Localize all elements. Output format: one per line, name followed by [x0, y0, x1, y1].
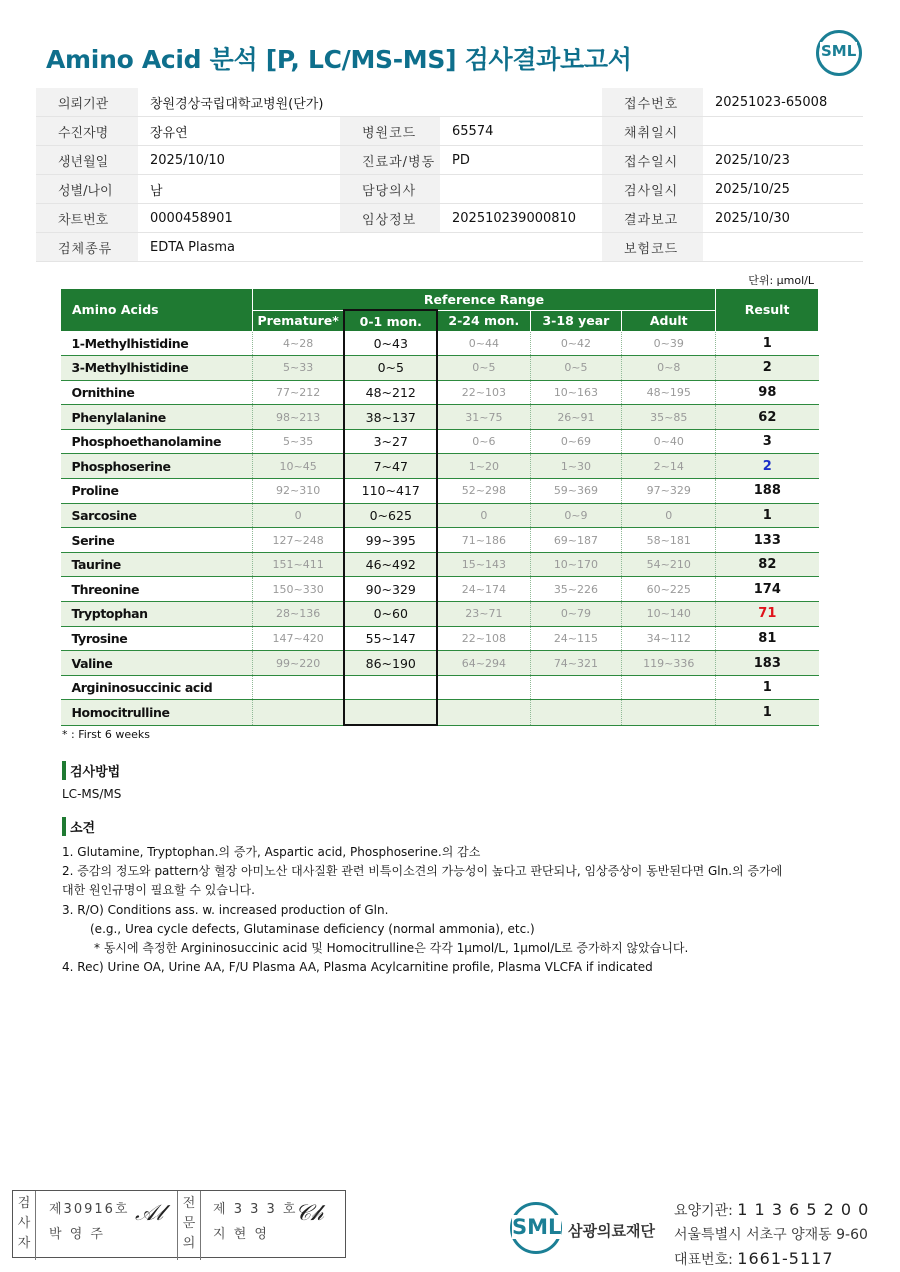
sml-logo: [816, 30, 862, 76]
reference-range-cell: 0~9: [530, 503, 622, 528]
doctor-label: [177, 1191, 201, 1260]
result-value: 71: [716, 602, 819, 627]
address: 서울특별시 서초구 양재동 9-60: [674, 1227, 868, 1243]
reference-range-cell: [622, 700, 716, 725]
reference-range-cell: 7~47: [344, 454, 437, 479]
reference-range-cell: 0: [437, 503, 530, 528]
amino-acid-name: 3-Methylhistidine: [61, 356, 253, 381]
reference-range-cell: 0~625: [344, 503, 437, 528]
info-row: [36, 88, 863, 117]
reference-range-cell: [530, 700, 622, 725]
reference-range-cell: 58~181: [622, 528, 716, 553]
reference-range-cell: 86~190: [344, 651, 437, 676]
tester-label: [13, 1191, 36, 1260]
reference-range-cell: 0~60: [344, 602, 437, 627]
table-row: [61, 503, 819, 528]
table-row: [61, 528, 819, 553]
table-row: [61, 626, 819, 651]
reference-range-cell: 23~71: [437, 602, 530, 627]
doctor-license: 제 3 3 3 호: [213, 1202, 298, 1217]
info-label: 채취일시: [602, 117, 703, 146]
code-label: 요양기관:: [674, 1203, 733, 1219]
info-label: 병원코드: [340, 117, 440, 146]
reference-range-cell: [622, 675, 716, 700]
result-value: 2: [716, 356, 819, 381]
doctor-signature: 𝒞𝒽: [295, 1201, 324, 1226]
table-row: [61, 675, 819, 700]
info-row: [36, 204, 863, 233]
reference-range-cell: 48~195: [622, 380, 716, 405]
table-row: [61, 700, 819, 725]
reference-range-cell: 0~5: [530, 356, 622, 381]
reference-range-cell: 31~75: [437, 405, 530, 430]
reference-range-cell: 0~40: [622, 429, 716, 454]
col-result: Result: [716, 289, 819, 332]
table-row: [61, 405, 819, 430]
reference-range-cell: 24~115: [530, 626, 622, 651]
result-value: 3: [716, 429, 819, 454]
col-3-18-year: 3-18 year: [530, 310, 622, 331]
reference-range-cell: 52~298: [437, 479, 530, 504]
reference-range-cell: 0: [622, 503, 716, 528]
info-row: [36, 233, 863, 262]
reference-range-cell: [252, 675, 344, 700]
reference-range-cell: 59~369: [530, 479, 622, 504]
col-adult: Adult: [622, 310, 716, 331]
finding-line: 1. Glutamine, Tryptophan.의 증가, Aspartic acid, Phosphoserine.의 감소: [62, 845, 481, 859]
findings-text: [62, 843, 822, 977]
finding-line: * 동시에 측정한 Argininosuccinic acid 및 Homocitrulline은 각각 1μmol/L, 1μmol/L로 증가하지 않았습니다.: [94, 941, 689, 956]
reference-range-cell: 35~85: [622, 405, 716, 430]
info-label: 접수번호: [602, 88, 703, 117]
reference-range-cell: 2~14: [622, 454, 716, 479]
tester-info: [49, 1197, 129, 1247]
col-reference-range: Reference Range: [252, 289, 715, 311]
reference-range-cell: 71~186: [437, 528, 530, 553]
amino-acid-name: Sarcosine: [61, 503, 253, 528]
findings-heading: 소견: [62, 817, 95, 836]
reference-range-cell: 22~103: [437, 380, 530, 405]
info-value: PD: [440, 146, 602, 175]
reference-range-cell: 69~187: [530, 528, 622, 553]
reference-range-cell: 46~492: [344, 552, 437, 577]
reference-range-cell: [530, 675, 622, 700]
result-value: 1: [716, 331, 819, 356]
phone-number: 1661-5117: [737, 1249, 834, 1268]
result-value: 1: [716, 700, 819, 725]
col-0-1-mon: 0-1 mon.: [344, 310, 437, 331]
info-value: EDTA Plasma: [138, 233, 602, 262]
amino-acid-name: 1-Methylhistidine: [61, 331, 253, 356]
doctor-name: 지 현 영: [213, 1227, 269, 1242]
reference-range-cell: 99~395: [344, 528, 437, 553]
reference-range-cell: 1~20: [437, 454, 530, 479]
reference-range-cell: 0~79: [530, 602, 622, 627]
table-row: [61, 552, 819, 577]
info-label: 보험코드: [602, 233, 703, 262]
reference-range-cell: [344, 675, 437, 700]
reference-range-cell: 92~310: [252, 479, 344, 504]
info-value: 장유연: [138, 117, 340, 146]
reference-range-cell: 1~30: [530, 454, 622, 479]
table-row: [61, 380, 819, 405]
info-value: 2025/10/23: [703, 146, 863, 175]
amino-acid-results-table: [60, 288, 819, 726]
info-label: 접수일시: [602, 146, 703, 175]
finding-line: (e.g., Urea cycle defects, Glutaminase deficiency (normal ammonia), etc.): [90, 921, 535, 936]
reference-range-cell: 60~225: [622, 577, 716, 602]
reference-range-cell: 34~112: [622, 626, 716, 651]
reference-range-cell: 0~8: [622, 356, 716, 381]
result-value: 1: [716, 503, 819, 528]
result-value: 133: [716, 528, 819, 553]
unit-label: 단위: μmol/L: [748, 274, 814, 287]
reference-range-cell: 48~212: [344, 380, 437, 405]
reference-range-cell: 0~6: [437, 429, 530, 454]
reference-range-cell: 0~69: [530, 429, 622, 454]
doctor-info: [213, 1197, 297, 1247]
reference-range-cell: 98~213: [252, 405, 344, 430]
info-label: 수진자명: [36, 117, 138, 146]
info-value: 남: [138, 175, 340, 204]
reference-range-cell: 99~220: [252, 651, 344, 676]
result-value: 188: [716, 479, 819, 504]
result-value: 81: [716, 626, 819, 651]
info-value: [703, 233, 863, 262]
reference-range-cell: [437, 675, 530, 700]
reference-range-cell: 127~248: [252, 528, 344, 553]
reference-range-cell: 10~45: [252, 454, 344, 479]
reference-range-cell: 35~226: [530, 577, 622, 602]
amino-acid-name: Tryptophan: [61, 602, 253, 627]
info-label: 검체종류: [36, 233, 138, 262]
method-heading: 검사방법: [62, 761, 120, 780]
info-row: [36, 117, 863, 146]
reference-range-cell: 5~35: [252, 429, 344, 454]
logo-text: SML: [821, 42, 857, 60]
table-row: [61, 331, 819, 356]
info-label: 차트번호: [36, 204, 138, 233]
reference-range-cell: 0~39: [622, 331, 716, 356]
reference-range-cell: 119~336: [622, 651, 716, 676]
col-amino-acids: Amino Acids: [61, 289, 253, 332]
method-text: LC-MS/MS: [62, 787, 122, 801]
footer-org-name: 삼광의료재단: [568, 1222, 655, 1240]
result-value: 82: [716, 552, 819, 577]
reference-range-cell: 0~42: [530, 331, 622, 356]
reference-range-cell: 74~321: [530, 651, 622, 676]
col-premature: Premature*: [252, 310, 344, 331]
info-value: 2025/10/25: [703, 175, 863, 204]
reference-range-cell: 26~91: [530, 405, 622, 430]
reference-range-cell: 22~108: [437, 626, 530, 651]
amino-acid-name: Phosphoethanolamine: [61, 429, 253, 454]
patient-info-table: [36, 88, 863, 262]
info-label: 의뢰기관: [36, 88, 138, 117]
info-value: 창원경상국립대학교병원(단가): [138, 88, 602, 117]
footer-contact: [674, 1198, 869, 1272]
reference-range-cell: 28~136: [252, 602, 344, 627]
amino-acid-name: Serine: [61, 528, 253, 553]
amino-acid-name: Proline: [61, 479, 253, 504]
phone-label: 대표번호:: [674, 1252, 733, 1268]
reference-range-cell: 3~27: [344, 429, 437, 454]
reference-range-cell: 151~411: [252, 552, 344, 577]
result-value: 183: [716, 651, 819, 676]
reference-range-cell: 24~174: [437, 577, 530, 602]
col-2-24-mon: 2-24 mon.: [437, 310, 530, 331]
amino-acid-name: Tyrosine: [61, 626, 253, 651]
reference-range-cell: 77~212: [252, 380, 344, 405]
table-row: [61, 602, 819, 627]
info-row: [36, 146, 863, 175]
institution-code: 1 1 3 6 5 2 0 0: [737, 1200, 870, 1219]
finding-line: 2. 증감의 정도와 pattern상 혈장 아미노산 대사질환 관련 비특이소견의 가능성이 높다고 판단되나, 임상증상이 동반된다면 Gln.의 증가에: [62, 864, 783, 879]
reference-range-cell: 4~28: [252, 331, 344, 356]
info-value: 2025/10/30: [703, 204, 863, 233]
finding-line: 대한 원인규명이 필요할 수 있습니다.: [62, 883, 255, 898]
tester-name: 박 영 주: [49, 1227, 105, 1242]
tester-signature: 𝒜𝓁: [135, 1201, 164, 1226]
info-value: 0000458901: [138, 204, 340, 233]
footer-logo-text: SML: [512, 1215, 562, 1239]
reference-range-cell: 54~210: [622, 552, 716, 577]
reference-range-cell: 5~33: [252, 356, 344, 381]
info-label: 진료과/병동: [340, 146, 440, 175]
amino-acid-name: Valine: [61, 651, 253, 676]
reference-range-cell: [252, 700, 344, 725]
info-label: 담당의사: [340, 175, 440, 204]
reference-range-cell: 0~5: [437, 356, 530, 381]
amino-acid-name: Phenylalanine: [61, 405, 253, 430]
reference-range-cell: 10~170: [530, 552, 622, 577]
info-value: 2025/10/10: [138, 146, 340, 175]
table-footnote: * : First 6 weeks: [62, 728, 150, 741]
table-row: [61, 454, 819, 479]
info-label: 결과보고: [602, 204, 703, 233]
amino-acid-name: Phosphoserine: [61, 454, 253, 479]
finding-line: 3. R/O) Conditions ass. w. increased production of Gln.: [62, 902, 389, 917]
reference-range-cell: 147~420: [252, 626, 344, 651]
reference-range-cell: 110~417: [344, 479, 437, 504]
reference-range-cell: 150~330: [252, 577, 344, 602]
reference-range-cell: 97~329: [622, 479, 716, 504]
tester-label-text: 검사자: [17, 1196, 31, 1251]
result-value: 98: [716, 380, 819, 405]
info-value: 65574: [440, 117, 602, 146]
result-value: 1: [716, 675, 819, 700]
info-label: 임상정보: [340, 204, 440, 233]
reference-range-cell: 0~5: [344, 356, 437, 381]
amino-acid-name: Homocitrulline: [61, 700, 253, 725]
info-value: 20251023-65008: [703, 88, 863, 117]
report-title: Amino Acid 분석 [P, LC/MS-MS] 검사결과보고서: [46, 45, 632, 74]
reference-range-cell: 15~143: [437, 552, 530, 577]
signature-box: [12, 1190, 346, 1258]
reference-range-cell: 90~329: [344, 577, 437, 602]
info-label: 검사일시: [602, 175, 703, 204]
info-value: 202510239000810: [440, 204, 602, 233]
table-row: [61, 651, 819, 676]
table-row: [61, 577, 819, 602]
reference-range-cell: 38~137: [344, 405, 437, 430]
amino-acid-name: Threonine: [61, 577, 253, 602]
reference-range-cell: 10~140: [622, 602, 716, 627]
amino-acid-name: Taurine: [61, 552, 253, 577]
info-label: 생년월일: [36, 146, 138, 175]
reference-range-cell: 10~163: [530, 380, 622, 405]
amino-acid-name: Argininosuccinic acid: [61, 675, 253, 700]
result-value: 2: [716, 454, 819, 479]
info-value: [440, 175, 602, 204]
table-row: [61, 356, 819, 381]
doctor-label-text: 전문의: [182, 1196, 196, 1251]
result-value: 174: [716, 577, 819, 602]
reference-range-cell: [344, 700, 437, 725]
table-row: [61, 479, 819, 504]
tester-license: 제30916호: [49, 1202, 130, 1217]
reference-range-cell: 0~44: [437, 331, 530, 356]
info-row: [36, 175, 863, 204]
table-row: [61, 429, 819, 454]
amino-acid-name: Ornithine: [61, 380, 253, 405]
finding-line: 4. Rec) Urine OA, Urine AA, F/U Plasma AA, Plasma Acylcarnitine profile, Plasma VLCFA if indicated: [62, 960, 653, 975]
result-value: 62: [716, 405, 819, 430]
reference-range-cell: 0: [252, 503, 344, 528]
reference-range-cell: 64~294: [437, 651, 530, 676]
reference-range-cell: [437, 700, 530, 725]
reference-range-cell: 0~43: [344, 331, 437, 356]
reference-range-cell: 55~147: [344, 626, 437, 651]
info-label: 성별/나이: [36, 175, 138, 204]
info-value: [703, 117, 863, 146]
